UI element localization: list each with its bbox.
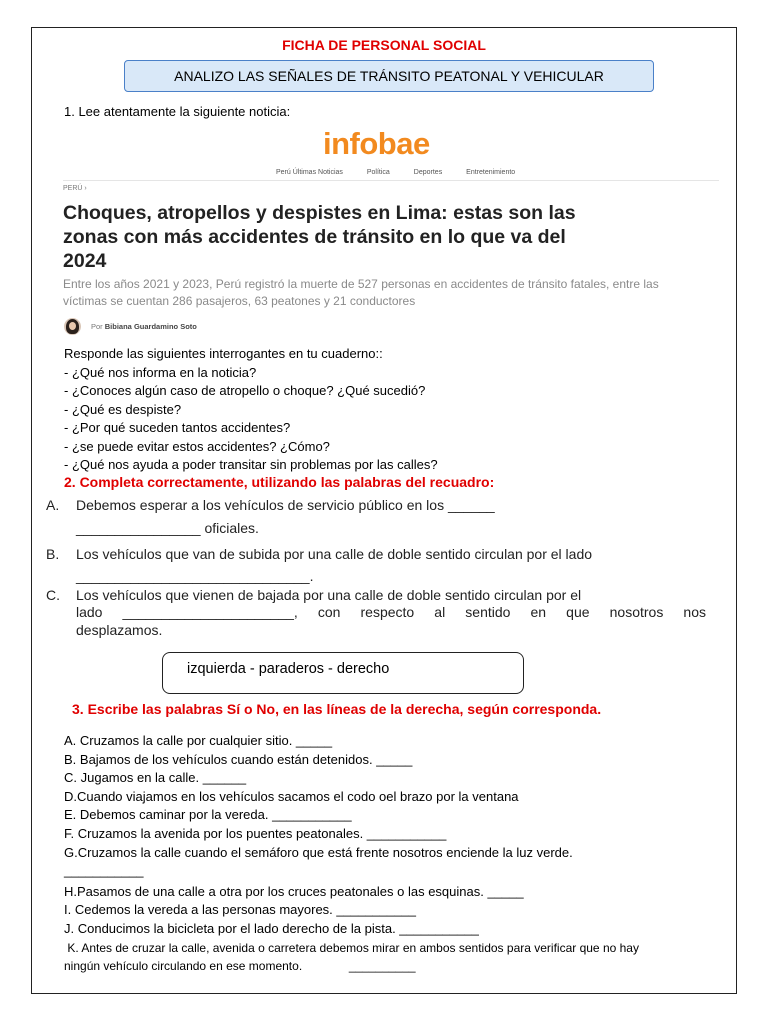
news-lead [63,276,659,310]
item-C-line: Los vehículos que vienen de bajada por una calle de doble sentido circulan por el [76,587,582,603]
news-nav [276,169,537,176]
news-lead-line: Entre los años 2021 y 2023, Perú registró la muerte de 527 personas en accidentes de tránsito fatales, entre las [63,277,659,291]
question-item: - ¿Qué nos informa en la noticia? [64,364,257,380]
yes-no-item: A. Cruzamos la calle por cualquier sitio. _____ [64,733,333,748]
item-A-line: Debemos esperar a los vehículos de servicio público en los ______ [76,497,495,513]
news-byline [91,322,197,331]
item-B-line: Los vehículos que van de subida por una calle de doble sentido circulan por el lado [76,546,593,562]
word-bank-box: izquierda - paraderos - derecho [162,652,524,694]
news-headline-line: zonas con más accidentes de tránsito en lo que va del [63,226,566,248]
item-A-letter: A. [46,497,60,513]
worksheet-subtitle-box: ANALIZO LAS SEÑALES DE TRÁNSITO PEATONAL Y VEHICULAR [124,60,654,92]
news-nav-item: Entretenimiento [466,169,516,176]
byline-author: Bibiana Guardamino Soto [104,322,197,331]
news-breadcrumb: PERÚ › [63,185,87,192]
yes-no-item: G.Cruzamos la calle cuando el semáforo que está frente nosotros enciende la luz verde. [64,844,573,860]
author-avatar [64,318,81,335]
yes-no-item: D.Cuando viajamos en los vehículos sacamos el codo oel brazo por la ventana [64,788,519,804]
section2-heading: 2. Completa correctamente, utilizando las palabras del recuadro: [64,474,495,490]
questions-block [64,345,438,475]
yes-no-item: I. Cedemos la vereda a las personas mayores. ___________ [64,902,416,918]
worksheet-title: FICHA DE PERSONAL SOCIAL [282,37,486,53]
yes-no-item: C. Jugamos en la calle. ______ [64,770,247,786]
item-C-line: desplazamos. [76,622,163,638]
question-item: - ¿Conoces algún caso de atropello o choque? ¿Qué sucedió? [64,383,426,398]
byline-prefix: Por [91,322,103,331]
news-logo: infobae [323,126,430,161]
item-B-line: ______________________________. [76,568,314,584]
question-item: - ¿Qué es despiste? [64,401,182,417]
section3-heading: 3. Escribe las palabras Sí o No, en las líneas de la derecha, según corresponda. [72,701,602,717]
yes-no-item: K. Antes de cruzar la calle, avenida o carretera debemos mirar en ambos sentidos para verificar que no hay [64,940,639,955]
news-headline [63,201,576,273]
yes-no-item: E. Debemos caminar por la vereda. ___________ [64,807,352,823]
news-nav-item: Deportes [413,169,443,176]
questions-intro: Responde las siguientes interrogantes en tu cuaderno:: [64,346,383,361]
news-nav-item: Perú Últimas Noticias [276,169,343,176]
yes-no-item: ___________ [64,863,144,879]
avatar-face [69,322,76,330]
item-C-letter: C. [46,587,60,603]
news-nav-item: Política [366,169,390,176]
item-C-line: lado ______________________, con respecto al sentido en que nosotros nos [76,604,706,620]
item-B-letter: B. [46,546,60,562]
yes-no-item: J. Conducimos la bicicleta por el lado derecho de la pista. ___________ [64,920,479,936]
question-item: - ¿Por qué suceden tantos accidentes? [64,420,291,435]
news-headline-line: 2024 [63,250,107,272]
section1-instruction: 1. Lee atentamente la siguiente noticia: [64,104,291,119]
news-headline-line: Choques, atropellos y despistes en Lima: estas son las [63,202,576,224]
news-divider [63,180,719,181]
question-item: - ¿se puede evitar estos accidentes? ¿Cómo? [64,438,330,454]
yes-no-item: H.Pasamos de una calle a otra por los cruces peatonales o las esquinas. _____ [64,883,524,899]
question-item: - ¿Qué nos ayuda a poder transitar sin problemas por las calles? [64,457,438,472]
section3-items [64,732,639,976]
news-lead-line: víctimas se cuentan 286 pasajeros, 63 peatones y 21 conductores [63,294,416,308]
yes-no-item: F. Cruzamos la avenida por los puentes peatonales. ___________ [64,825,447,841]
yes-no-item: B. Bajamos de los vehículos cuando están detenidos. _____ [64,751,413,767]
item-A-line: ________________ oficiales. [76,520,259,536]
yes-no-item: ningún vehículo circulando en ese momento. __________ [64,959,416,974]
